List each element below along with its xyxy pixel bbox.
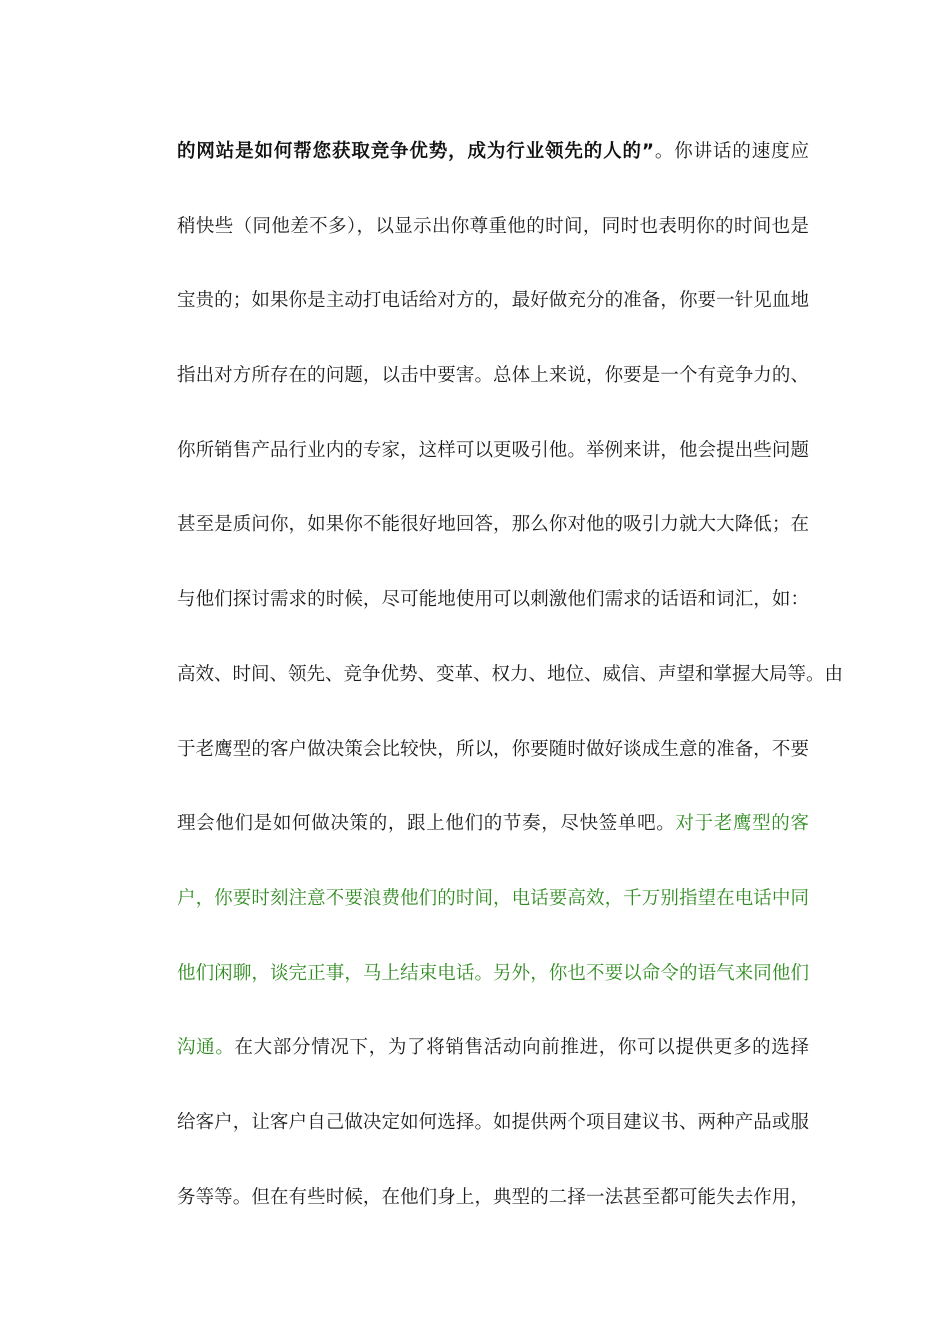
text-line	[177, 130, 809, 205]
highlighted-text-run: 沟通。	[177, 1037, 235, 1059]
text-run: 指出对方所存在的问题，以击中要害。总体上来说，你要是一个有竞争力的、	[177, 365, 809, 387]
highlighted-text-run: 他们闲聊，谈完正事，马上结束电话。另外，你也不要以命令的语气来同他们	[177, 962, 809, 984]
text-run: 在大部分情况下，为了将销售活动向前推进，你可以提供更多的选择	[234, 1037, 809, 1059]
text-line	[177, 728, 809, 803]
text-line	[177, 1026, 809, 1101]
text-line	[177, 354, 809, 429]
text-line	[177, 503, 809, 578]
text-run: 的网站是如何帮您获取竞争优势，成为行业领先的人的”	[177, 141, 655, 162]
text-line	[177, 877, 809, 952]
highlighted-text-run: 对于老鹰型的客	[675, 813, 809, 835]
text-run: 宝贵的；如果你是主动打电话给对方的，最好做充分的准备，你要一针见血地	[177, 290, 809, 312]
text-run: 于老鹰型的客户做决策会比较快，所以，你要随时做好谈成生意的准备，不要	[177, 738, 809, 760]
text-run: 甚至是质问你，如果你不能很好地回答，那么你对他的吸引力就大大降低；在	[177, 514, 809, 536]
text-run: 你所销售产品行业内的专家，这样可以更吸引他。举例来讲，他会提出些问题	[177, 439, 809, 461]
text-run: 。你讲话的速度应	[654, 141, 809, 162]
text-line	[177, 653, 844, 728]
text-line	[177, 279, 809, 354]
body-text	[177, 130, 844, 1250]
text-run: 与他们探讨需求的时候，尽可能地使用可以刺激他们需求的话语和词汇，如：	[177, 589, 809, 611]
text-run: 给客户，让客户自己做决定如何选择。如提供两个项目建议书、两种产品或服	[177, 1111, 809, 1133]
text-run: 务等等。但在有些时候，在他们身上，典型的二择一法甚至都可能失去作用，	[177, 1186, 809, 1208]
text-run: 稍快些（同他差不多），以显示出你尊重他的时间，同时也表明你的时间也是	[177, 215, 809, 237]
text-line	[177, 952, 809, 1027]
text-line	[177, 1101, 809, 1176]
highlighted-text-run: 户，你要时刻注意不要浪费他们的时间，电话要高效，千万别指望在电话中同	[177, 887, 809, 909]
text-run: 高效、时间、领先、竞争优势、变革、权力、地位、威信、声望和掌握大局等。由	[177, 663, 844, 685]
text-line	[177, 205, 809, 280]
text-line	[177, 578, 809, 653]
text-line	[177, 429, 809, 504]
text-line	[177, 802, 809, 877]
text-run: 理会他们是如何做决策的，跟上他们的节奏，尽快签单吧。	[177, 813, 676, 835]
text-line	[177, 1176, 809, 1251]
